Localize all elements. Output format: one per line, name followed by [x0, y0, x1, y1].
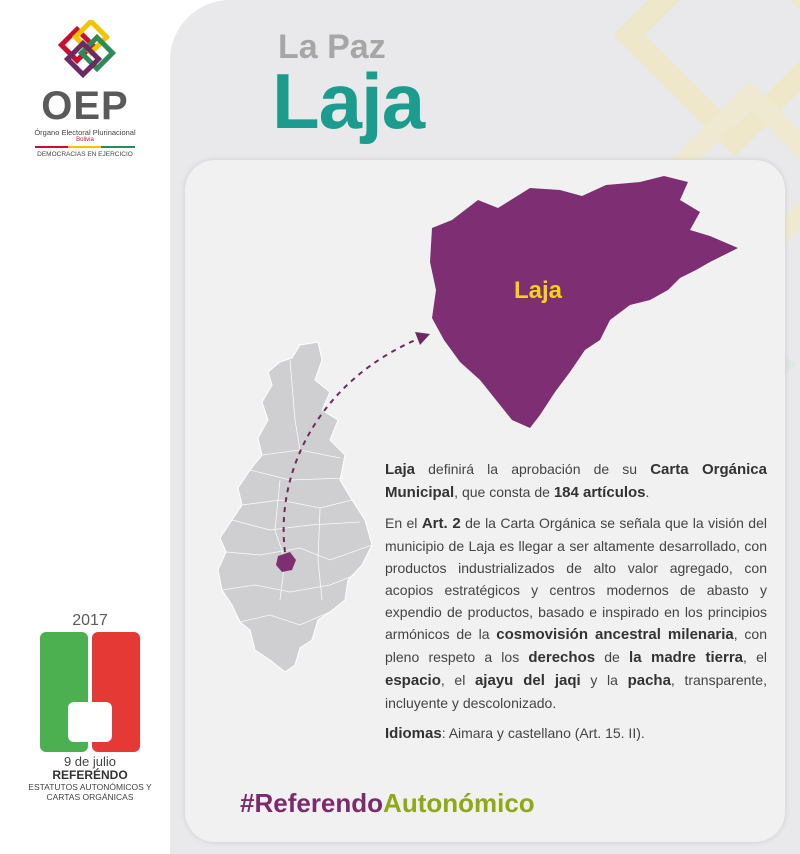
referendum-date: 9 de julio — [63, 754, 117, 769]
department-map — [218, 342, 372, 672]
referendum-subtitle-1: ESTATUTOS AUTONÓMICOS Y — [28, 782, 152, 792]
oep-name: Órgano Electoral Plurinacional — [34, 128, 136, 137]
paragraph-intro: Laja definirá la aprobación de su Carta Orgánica Municipal, que consta de 184 artículos. — [385, 461, 767, 501]
laja-large-map — [430, 176, 738, 428]
paragraph-vision: En el Art. 2 de la Carta Orgánica se señala que la visión del municipio de Laja es llegar a ser altamente desarrollado, con productos industrializados de alto valor agregado, con acopios estratégicos y centros modernos de abasto y expendio de productos, basado e inspirado en los principios armónicos de la cosmovisión ancestral milenaria, con pleno respeto a los derechos de la madre tierra, el espacio, el ajayu del jaqi y la pacha, transparente, incluyente y descolonizado. — [385, 515, 767, 711]
oep-acronym: OEP — [41, 84, 129, 128]
referendum-subtitle-2: CARTAS ORGÁNICAS — [46, 792, 134, 802]
hashtag: #ReferendoAutonómico — [240, 788, 535, 818]
ballot-emblem-icon — [40, 632, 140, 752]
oep-tagline: DEMOCRACIAS EN EJERCICIO — [37, 151, 133, 158]
paragraph-languages: Idiomas: Aimara y castellano (Art. 15. II). — [385, 725, 645, 742]
laja-map-label: Laja — [513, 277, 563, 304]
oep-country: Bolivia — [76, 137, 94, 143]
referendum-logo — [20, 612, 160, 812]
department-title: La Paz — [278, 28, 386, 66]
referendum-year: 2017 — [72, 612, 108, 629]
description-text — [385, 458, 767, 753]
municipality-title: Laja — [272, 57, 425, 145]
arrow-head-icon — [415, 332, 430, 345]
referendum-title: REFERÉNDO — [52, 768, 128, 782]
